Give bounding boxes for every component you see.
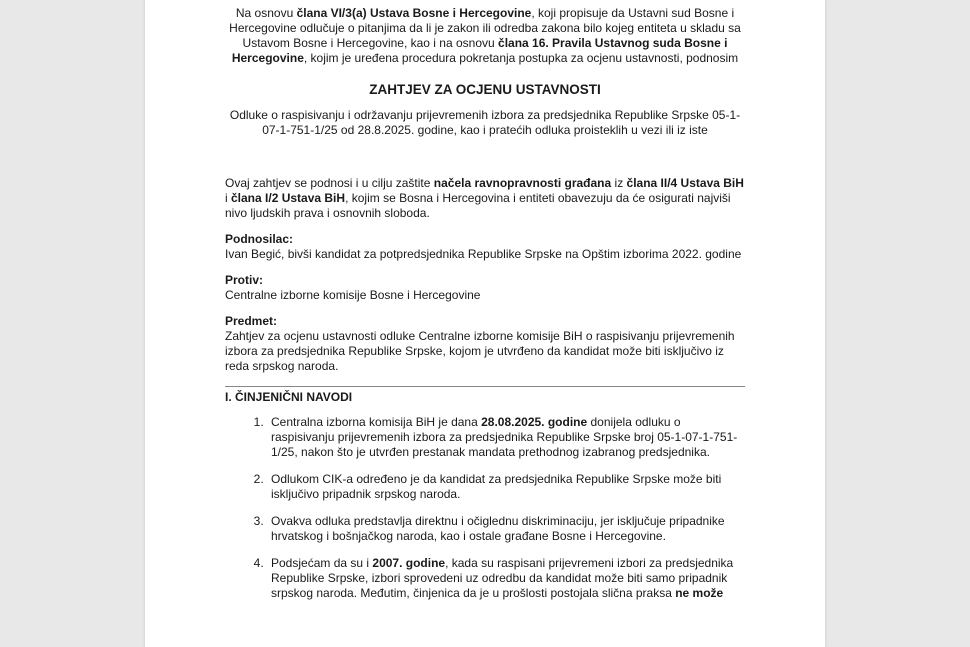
text-run: Na osnovu xyxy=(235,6,297,20)
predmet-label: Predmet: xyxy=(225,314,278,328)
predmet-text: Zahtjev za ocjenu ustavnosti odluke Centralne izborne komisije BiH o raspisivanju prijevremenih izbora za predsjednika Republike Srpske, kojom je utvrđeno da kandidat može biti isključivo iz reda srpskog naroda. xyxy=(225,329,735,373)
document-subtitle: Odluke o raspisivanju i održavanju prijevremenih izbora za predsjednika Republike Srpske 05-1-07-1-751-1/25 od 28.8.2025. godine, kao i pratećih odluka proisteklih u vezi ili iz iste xyxy=(229,108,741,137)
text-run: donijela odluku o raspisivanju prijevremenih izbora za predsjednika Republike Srpske broj 05-1-07-1-751-1/25, nakon što je utvrđen prestanak mandata prethodnog izabranog predsjednika. xyxy=(271,415,738,459)
text-run: , kojim se Bosna i Hercegovina i entiteti obavezuju da će osigurati najviši nivo ljudskih prava i osnovnih sloboda. xyxy=(225,191,731,220)
text-run: Centralna izborna komisija BiH je dana xyxy=(271,415,482,429)
text-run: , koji propisuje da Ustavni sud Bosne i Hercegovine odlučuje o pitanjima da li je zakon ili odredba zakona bilo kojeg entiteta u skladu sa Ustavom Bosne i Hercegovine, kao i na osnovu xyxy=(229,6,741,50)
section-divider xyxy=(225,386,745,387)
intro-paragraph xyxy=(225,6,745,66)
bold-text: 28.08.2025. godine xyxy=(481,415,588,429)
text-run: , kojim je uređena procedura pokretanja postupka za ocjenu ustavnosti, podnosim xyxy=(303,51,739,65)
list-item xyxy=(267,415,745,460)
list-item xyxy=(267,556,745,601)
list-item xyxy=(267,472,745,502)
text-run: iz xyxy=(611,176,627,190)
bold-text: člana I/2 Ustava BiH xyxy=(231,191,346,205)
bold-text: člana VI/3(a) Ustava Bosne i Hercegovine xyxy=(296,6,532,20)
document-page xyxy=(145,0,825,647)
podnosilac-text: Ivan Begić, bivši kandidat za potpredsjednika Republike Srpske na Opštim izborima 2022. godine xyxy=(225,247,742,261)
purpose-paragraph xyxy=(225,176,745,221)
text-run: Podsjećam da su i xyxy=(271,556,373,570)
protiv-text: Centralne izborne komisije Bosne i Hercegovine xyxy=(225,288,481,302)
protiv-label: Protiv: xyxy=(225,273,264,287)
facts-list xyxy=(225,415,745,601)
text-run: Odlukom CIK-a određeno je da kandidat za predsjednika Republike Srpske može biti isključivo pripadnik srpskog naroda. xyxy=(271,472,722,501)
bold-text: ne može xyxy=(675,586,724,600)
text-run: Ovakva odluka predstavlja direktnu i očiglednu diskriminaciju, jer isključuje pripadnike hrvatskog i bošnjačkog naroda, kao i ostale građane Bosne i Hercegovine. xyxy=(271,514,725,543)
bold-text: 2007. godine xyxy=(372,556,446,570)
text-run: , kada su raspisani prijevremeni izbori za predsjednika Republike Srpske, izbori sprovedeni uz odredbu da kandidat može biti samo pripadnik srpskog naroda. Međutim, činjenica da je u prošlosti postojala slična praksa xyxy=(271,556,734,600)
podnosilac-label: Podnosilac: xyxy=(225,232,294,246)
section-heading: I. ČINJENIČNI NAVODI xyxy=(225,390,353,404)
document-title: ZAHTJEV ZA OCJENU USTAVNOSTI xyxy=(369,82,601,97)
bold-text: načela ravnopravnosti građana xyxy=(433,176,612,190)
text-run: Ovaj zahtjev se podnosi i u cilju zaštite xyxy=(225,176,434,190)
list-item xyxy=(267,514,745,544)
bold-text: člana 16. Pravila Ustavnog suda Bosne i Hercegovine xyxy=(231,36,728,65)
document-content xyxy=(225,6,745,613)
bold-text: člana II/4 Ustava BiH xyxy=(626,176,744,190)
text-run: i xyxy=(225,191,231,205)
